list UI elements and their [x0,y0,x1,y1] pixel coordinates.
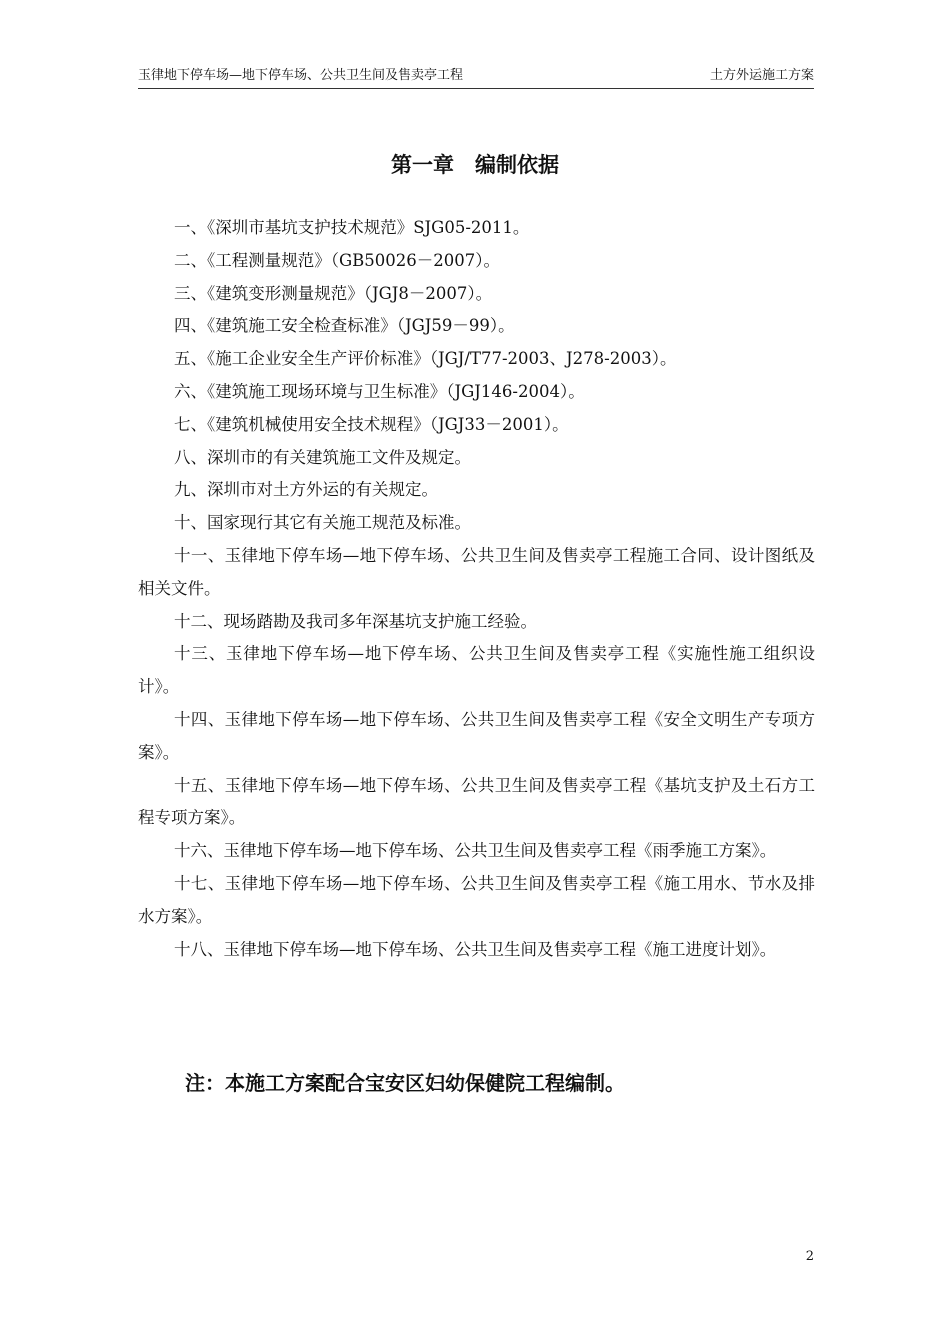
list-item: 四、《建筑施工安全检查标准》（JGJ59－99）。 [174,316,515,336]
header-document-name: 土方外运施工方案 [709,68,814,83]
list-item: 七、《建筑机械使用安全技术规程》（JGJ33－2001）。 [174,414,569,434]
list-item: 六、《建筑施工现场环境与卫生标准》（JGJ146-2004）。 [174,381,585,401]
page-header [138,66,814,89]
note: 注：本施工方案配合宝安区妇幼保健院工程编制。 [185,1071,625,1095]
page-number: 2 [805,1249,814,1264]
list-item: 十五、玉律地下停车场—地下停车场、公共卫生间及售卖亭工程《基坑支护及土石方工程专项方案》。 [138,775,815,828]
list-item: 三、《建筑变形测量规范》（JGJ8－2007）。 [174,283,493,303]
list-item: 九、深圳市对土方外运的有关规定。 [174,480,438,500]
header-project-name: 玉律地下停车场—地下停车场、公共卫生间及售卖亭工程 [138,68,464,83]
list-item: 十七、玉律地下停车场—地下停车场、公共卫生间及售卖亭工程《施工用水、节水及排水方案》。 [138,873,815,926]
list-item: 十一、玉律地下停车场—地下停车场、公共卫生间及售卖亭工程施工合同、设计图纸及相关文件。 [138,545,815,598]
basis-list [138,212,815,966]
list-item: 十八、玉律地下停车场—地下停车场、公共卫生间及售卖亭工程《施工进度计划》。 [174,939,777,959]
list-item: 十四、玉律地下停车场—地下停车场、公共卫生间及售卖亭工程《安全文明生产专项方案》。 [138,709,815,762]
list-item: 十六、玉律地下停车场—地下停车场、公共卫生间及售卖亭工程《雨季施工方案》。 [174,841,777,861]
list-item: 五、《施工企业安全生产评价标准》（JGJ/T77-2003、J278-2003）。 [174,349,677,369]
list-item: 一、《深圳市基坑支护技术规范》SJG05-2011。 [174,218,530,237]
list-item: 十二、现场踏勘及我司多年深基坑支护施工经验。 [174,611,537,631]
chapter-title: 第一章 编制依据 [391,152,559,177]
list-item: 八、深圳市的有关建筑施工文件及规定。 [174,447,471,467]
list-item: 十、国家现行其它有关施工规范及标准。 [174,513,471,533]
list-item: 二、《工程测量规范》（GB50026－2007）。 [174,250,501,270]
list-item: 十三、玉律地下停车场—地下停车场、公共卫生间及售卖亭工程《实施性施工组织设计》。 [138,644,815,697]
